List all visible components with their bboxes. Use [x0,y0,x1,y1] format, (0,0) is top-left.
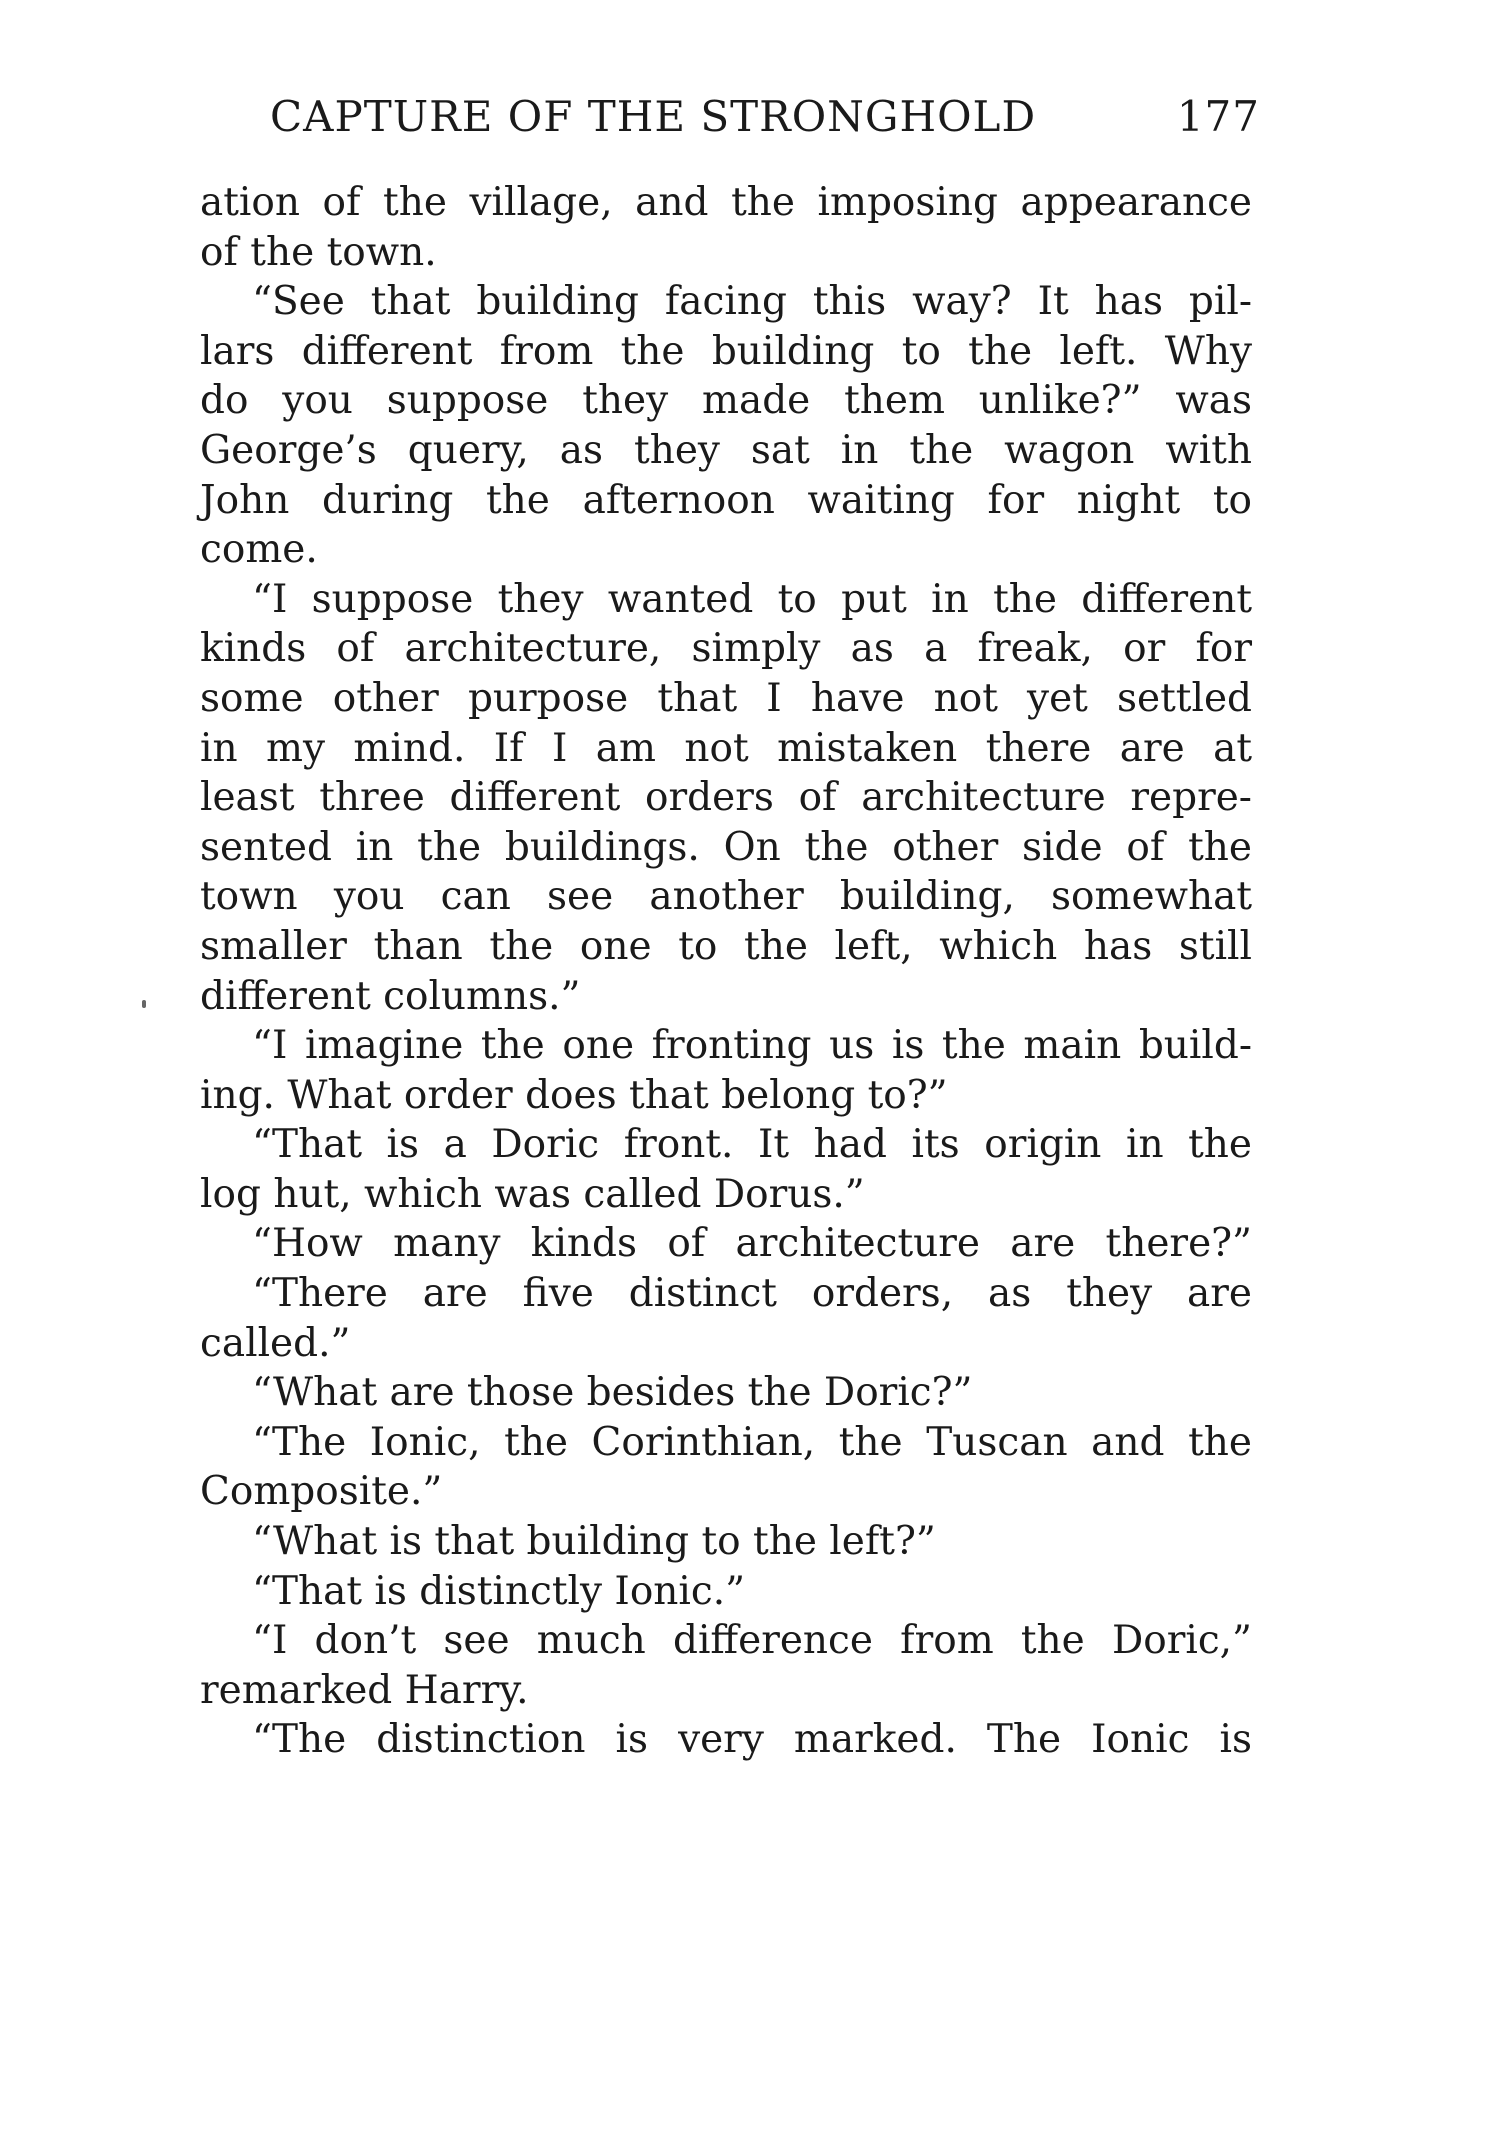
text-line: remarked Harry. [200,1667,529,1713]
text-line: called.” [200,1320,351,1366]
text-line: George’s query, as they sat in the wagon with [200,427,1252,473]
text-line: “What is that building to the left?” [252,1519,936,1565]
text-line: of the town. [200,229,437,275]
text-line: “I imagine the one fronting us is the main build- [252,1023,1252,1069]
text-line: “I don’t see much difference from the Doric,” [252,1618,1252,1664]
text-line: kinds of architecture, simply as a freak, or for [200,626,1252,672]
text-line: “I suppose they wanted to put in the different [252,576,1252,622]
text-line: “There are five distinct orders, as they are [252,1271,1252,1317]
text-line: log hut, which was called Dorus.” [200,1171,865,1217]
text-line: John during the afternoon waiting for night to [200,477,1252,523]
text-line: “What are those besides the Doric?” [252,1370,973,1416]
page-number: 177 [1176,92,1260,141]
text-line: ing. What order does that belong to?” [200,1072,948,1118]
text-line: Composite.” [200,1469,443,1515]
text-line: do you suppose they made them unlike?” was [200,378,1252,424]
text-line: “That is distinctly Ionic.” [252,1568,746,1614]
text-line: in my mind. If I am not mistaken there are at [200,725,1252,771]
text-line: “How many kinds of architecture are there?” [252,1221,1252,1267]
text-line: sented in the buildings. On the other side of the [200,824,1252,870]
text-line: ation of the village, and the imposing appearance [200,180,1252,225]
text-line: town you can see another building, somewhat [200,874,1252,920]
text-line: come. [200,527,318,573]
chapter-title: CAPTURE OF THE STRONGHOLD [270,92,1037,141]
text-line: least three different orders of architecture repre- [200,775,1252,821]
print-speck [142,1000,146,1008]
text-line: “The Ionic, the Corinthian, the Tuscan and the [252,1419,1252,1465]
running-header [270,92,1260,152]
text-line: smaller than the one to the left, which has still [200,923,1252,969]
text-line: different columns.” [200,973,581,1019]
text-line: lars different from the building to the left. Why [200,328,1252,374]
text-line: “See that building facing this way? It has pil- [252,279,1252,325]
text-line: “The distinction is very marked. The Ionic is [252,1717,1252,1763]
text-line: “That is a Doric front. It had its origin in the [252,1122,1252,1168]
text-line: some other purpose that I have not yet settled [200,675,1252,721]
body-text [200,178,1252,1765]
